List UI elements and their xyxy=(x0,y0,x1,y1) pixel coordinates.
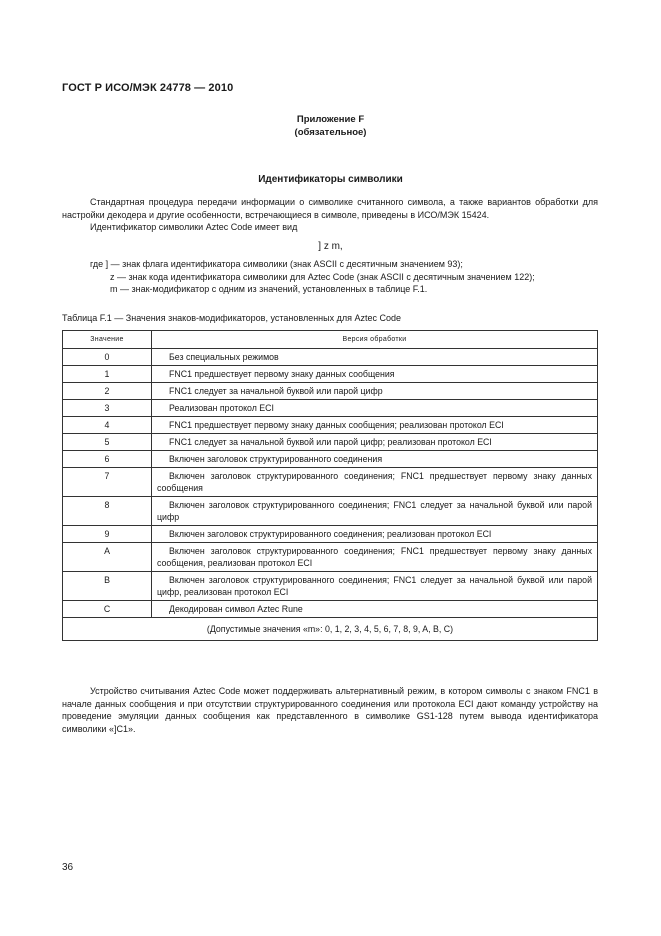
row-value: 6 xyxy=(63,451,152,468)
table-row xyxy=(63,468,598,497)
table-row xyxy=(63,543,598,572)
row-description: Включен заголовок структурированного соединения; реализован протокол ECI xyxy=(152,526,598,543)
table-header-row xyxy=(63,331,598,349)
page-number: 36 xyxy=(62,862,74,873)
row-value: 0 xyxy=(63,349,152,366)
table-row xyxy=(63,366,598,383)
closing-paragraph: Устройство считывания Aztec Code может поддерживать альтернативный режим, в котором символы с знаком FNC1 в начале данных сообщения и при отсутствии структурированного соединения или протокола ECI дают команду устройству на проведение эмуляции данных сообщения как представленного в символике GS1-128 путем вывода идентификатора символики «]C1». xyxy=(62,686,598,734)
legend-line-flag: где ] — знак флага идентификатора символики (знак ASCII с десятичным значением 93); xyxy=(90,259,463,269)
section-title: Идентификаторы символики xyxy=(258,174,403,185)
intro-paragraph-1: Стандартная процедура передачи информации о символике считанного символа, а также вариантов обработки для настройки декодера и другие особенности, встречающиеся в символе, приведены в ИСО/МЭК 15424. xyxy=(62,197,598,220)
table-row xyxy=(63,601,598,618)
formula-legend xyxy=(90,258,535,296)
row-value: 3 xyxy=(63,400,152,417)
row-description: Реализован протокол ECI xyxy=(152,400,598,417)
legend-line-modifier: m — знак-модификатор с одним из значений, установленных в таблице F.1. xyxy=(110,284,428,294)
intro-paragraph-2: Идентификатор символики Aztec Code имеет вид xyxy=(90,222,298,232)
legend-line-code: z — знак кода идентификатора символики для Aztec Code (знак ASCII с десятичным значением 122); xyxy=(110,271,535,282)
row-description: Декодирован символ Aztec Rune xyxy=(152,601,598,618)
row-description: Включен заголовок структурированного соединения; FNC1 предшествует первому знаку данных сообщения xyxy=(152,468,598,497)
symbology-formula: ] z m, xyxy=(318,241,343,252)
row-description: FNC1 следует за начальной буквой или парой цифр; реализован протокол ECI xyxy=(152,434,598,451)
row-description: FNC1 предшествует первому знаку данных сообщения xyxy=(152,366,598,383)
table-row xyxy=(63,434,598,451)
table-row xyxy=(63,400,598,417)
table-row xyxy=(63,383,598,400)
row-description: Включен заголовок структурированного соединения; FNC1 следует за начальной буквой или парой цифр, реализован протокол ECI xyxy=(152,572,598,601)
appendix-title: Приложение F xyxy=(296,114,365,125)
table-row xyxy=(63,526,598,543)
row-description: Включен заголовок структурированного соединения; FNC1 следует за начальной буквой или парой цифр xyxy=(152,497,598,526)
table-body xyxy=(63,349,598,618)
closing-text xyxy=(62,685,598,735)
row-value: 9 xyxy=(63,526,152,543)
table-row xyxy=(63,349,598,366)
table-row xyxy=(63,497,598,526)
row-value: C xyxy=(63,601,152,618)
row-description: FNC1 предшествует первому знаку данных сообщения; реализован протокол ECI xyxy=(152,417,598,434)
table-row xyxy=(63,572,598,601)
row-value: 1 xyxy=(63,366,152,383)
row-value: 8 xyxy=(63,497,152,526)
allowed-values-note: (Допустимые значения «m»: 0, 1, 2, 3, 4, 5, 6, 7, 8, 9, A, B, C) xyxy=(63,618,598,641)
document-header: ГОСТ Р ИСО/МЭК 24778 — 2010 xyxy=(62,82,234,94)
header-value: Значение xyxy=(63,331,152,349)
table-footer-row xyxy=(63,618,598,641)
row-value: 5 xyxy=(63,434,152,451)
table-row xyxy=(63,417,598,434)
row-description: Включен заголовок структурированного соединения; FNC1 предшествует первому знаку данных сообщения, реализован протокол ECI xyxy=(152,543,598,572)
intro-text xyxy=(62,196,598,234)
row-value: A xyxy=(63,543,152,572)
row-description: FNC1 следует за начальной буквой или парой цифр xyxy=(152,383,598,400)
row-value: 4 xyxy=(63,417,152,434)
appendix-status: (обязательное) xyxy=(294,127,367,138)
table-row xyxy=(63,451,598,468)
row-description: Без специальных режимов xyxy=(152,349,598,366)
table-caption: Таблица F.1 — Значения знаков-модификаторов, установленных для Aztec Code xyxy=(62,313,402,323)
modifier-table xyxy=(62,330,598,641)
row-value: B xyxy=(63,572,152,601)
appendix-heading xyxy=(0,113,661,139)
row-value: 7 xyxy=(63,468,152,497)
header-processing: Версия обработки xyxy=(152,331,598,349)
row-description: Включен заголовок структурированного соединения xyxy=(152,451,598,468)
row-value: 2 xyxy=(63,383,152,400)
